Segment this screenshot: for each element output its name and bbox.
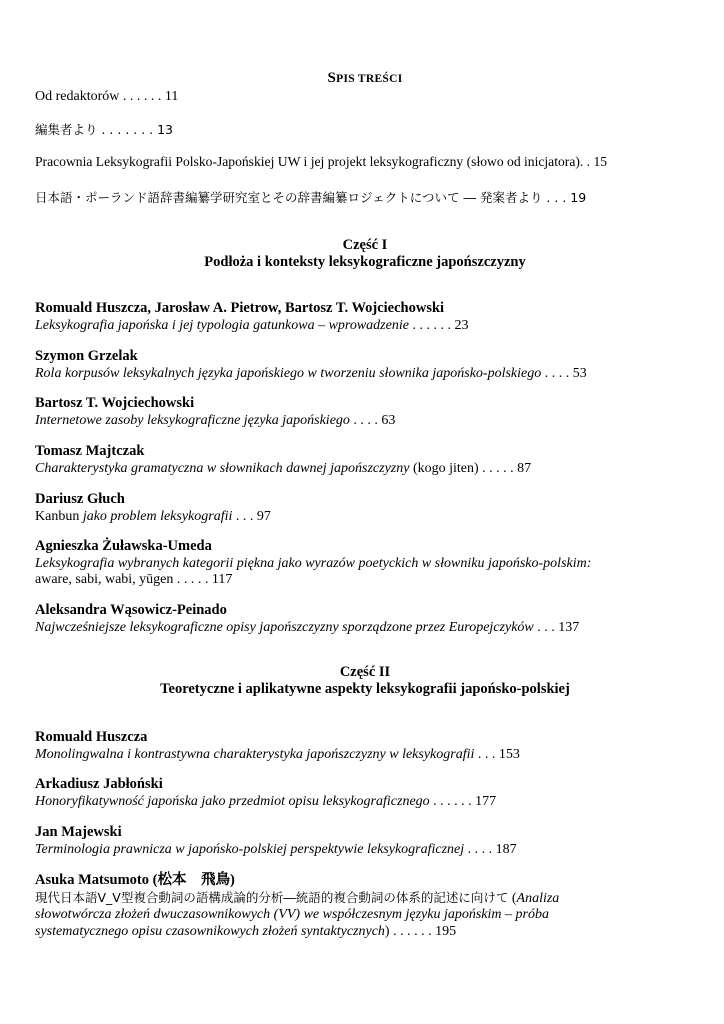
entry-title: Terminologia prawnicza w japońsko-polskiej perspektywie leksykograficznej xyxy=(35,842,465,857)
entry-author: Szymon Grzelak xyxy=(35,348,138,364)
entry-page: . . . . 53 xyxy=(541,366,587,381)
part-2-heading: Część II xyxy=(339,664,391,680)
entry-paren: ( xyxy=(508,891,517,906)
entry-title-line xyxy=(35,317,468,334)
entry-title-line xyxy=(35,508,271,525)
page-title xyxy=(35,70,695,87)
entry-title: Analiza xyxy=(516,891,560,906)
entry-title-line xyxy=(35,460,531,477)
toc-entry-editors: Od redaktorów . . . . . . 11 xyxy=(35,89,179,104)
entry-author: Arkadiusz Jabłoński xyxy=(35,776,163,792)
entry-author: Asuka Matsumoto (松本 飛鳥) xyxy=(35,872,235,888)
entry-page: . . . . . 87 xyxy=(478,461,532,476)
entry-page: . . . 137 xyxy=(533,620,580,635)
entry-title-line-2: aware, sabi, wabi, yūgen . . . . . 117 xyxy=(35,572,233,587)
entry-title-line xyxy=(35,365,587,382)
part-2-subtitle: Teoretyczne i aplikatywne aspekty leksykografii japońsko-polskiej xyxy=(160,681,570,697)
entry-lead: Kanbun xyxy=(35,509,80,524)
entry-author: Jan Majewski xyxy=(35,824,122,840)
entry-title: Charakterystyka gramatyczna w słownikach dawnej japońszczyzny xyxy=(35,461,410,476)
entry-page: . . . 97 xyxy=(232,509,271,524)
entry-title: Leksykografia japońska i jej typologia gatunkowa – wprowadzenie xyxy=(35,318,409,333)
entry-page: . . . . . . 177 xyxy=(429,794,497,809)
entry-page: ) . . . . . . 195 xyxy=(384,924,457,939)
entry-title-line xyxy=(35,619,579,636)
entry-title: jako problem leksykografii xyxy=(79,509,233,524)
entry-title-part: systematycznego opisu czasownikowych złożeń syntaktycznych xyxy=(35,924,385,939)
entry-title-vv: VV xyxy=(278,907,296,922)
entry-author: Bartosz T. Wojciechowski xyxy=(35,395,195,411)
entry-title-line-2 xyxy=(35,906,549,923)
entry-page: . . . . . . 23 xyxy=(408,318,469,333)
entry-title: Najwcześniejsze leksykograficzne opisy japońszczyzny sporządzone przez Europejczyków xyxy=(35,620,534,635)
entry-title: Rola korpusów leksykalnych języka japońskiego w tworzeniu słownika japońsko-polskiego xyxy=(35,366,542,381)
entry-title: Internetowe zasoby leksykograficzne języka japońskiego xyxy=(35,413,350,428)
entry-page: . . . . 63 xyxy=(349,413,396,428)
title-first-letter: S xyxy=(327,70,337,86)
entry-title: Honoryfikatywność japońska jako przedmiot opisu leksykograficznego xyxy=(35,794,430,809)
toc-entry-lab-jp: 日本語・ポーランド語辞書編纂学研究室とその辞書編纂ロジェクトについて ― 発案者より . . . 19 xyxy=(35,190,587,205)
entry-page: . . . . 187 xyxy=(464,842,517,857)
entry-title: Leksykografia wybranych kategorii piękna jako wyrazów poetyckich w słowniku japońsko-polskim: xyxy=(35,556,592,571)
entry-author: Aleksandra Wąsowicz-Peinado xyxy=(35,602,227,618)
entry-title-line xyxy=(35,412,395,429)
entry-title-line-3 xyxy=(35,923,456,940)
entry-author: Tomasz Majtczak xyxy=(35,443,145,459)
part-1-heading: Część I xyxy=(342,237,388,253)
entry-title-part: ) we współczesnym języku japońskim – próba xyxy=(295,907,549,922)
title-rest-1: PIS xyxy=(336,73,358,85)
entry-title-line xyxy=(35,889,559,907)
part-1-subtitle: Podłoża i konteksty leksykograficzne japońszczyzny xyxy=(204,254,526,270)
title-rest-2: TREŚCI xyxy=(357,73,403,85)
entry-title-part: słowotwórcza złożeń dwuczasownikowych ( xyxy=(35,907,279,922)
entry-title-line xyxy=(35,841,517,858)
entry-author: Dariusz Głuch xyxy=(35,491,125,507)
entry-title-line xyxy=(35,746,520,763)
entry-page: . . . 153 xyxy=(474,747,520,762)
entry-title-line xyxy=(35,793,496,810)
toc-entry-lab: Pracownia Leksykografii Polsko-Japońskiej UW i jej projekt leksykograficzny (słowo od inicjatora). . 15 xyxy=(35,154,608,169)
entry-title: Monolingwalna i kontrastywna charakterystyka japońszczyzny w leksykografii xyxy=(35,747,475,762)
entry-extra: (kogo jiten) xyxy=(409,461,479,476)
entry-title-jp: 現代日本語V_V型複合動詞の語構成論的分析―統語的複合動詞の体系的記述に向けて xyxy=(35,890,509,905)
entry-author: Agnieszka Żuławska-Umeda xyxy=(35,538,212,554)
entry-author: Romuald Huszcza, Jarosław A. Pietrow, Bartosz T. Wojciechowski xyxy=(35,300,445,316)
entry-author: Romuald Huszcza xyxy=(35,729,148,745)
toc-entry-editors-jp: 編集者より . . . . . . . 13 xyxy=(35,122,174,137)
